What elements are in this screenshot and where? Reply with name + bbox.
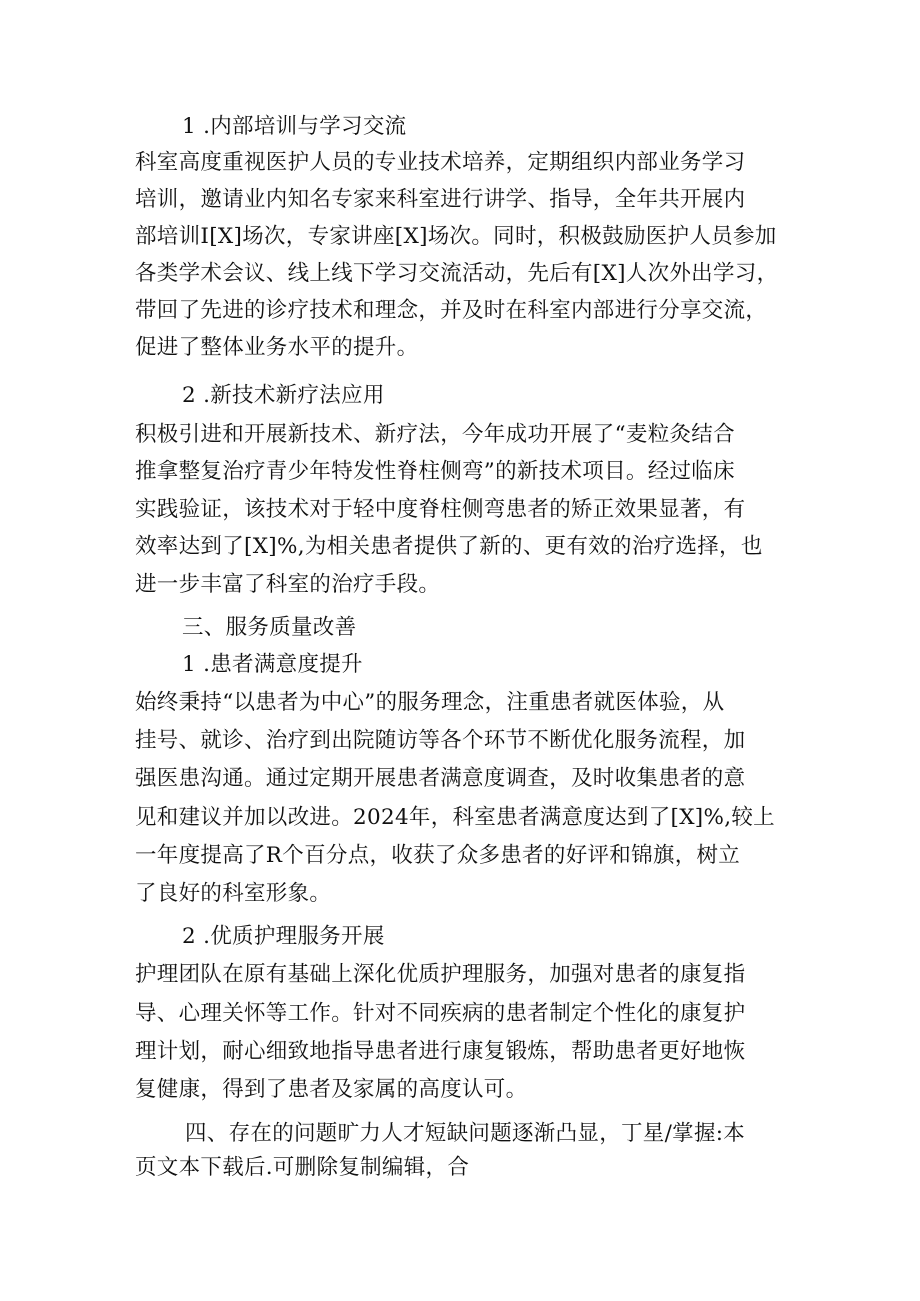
paragraph-line: 部培训I[X]场次，专家讲座[X]场次。同时，积极鼓励医护人员参加	[135, 224, 777, 249]
section-heading: 1 .患者满意度提升	[182, 652, 363, 677]
paragraph-line: 实践验证，该技术对于轻中度脊柱侧弯患者的矫正效果显著，有	[135, 497, 746, 522]
paragraph-line: 科室高度重视医护人员的专业技术培养，定期组织内部业务学习	[135, 150, 746, 175]
paragraph-line: 理计划，耐心细致地指导患者进行康复锻炼，帮助患者更好地恢	[135, 1039, 746, 1064]
section-heading: 2 .新技术新疗法应用	[182, 383, 385, 408]
paragraph-line: 导、心理关怀等工作。针对不同疾病的患者制定个性化的康复护	[135, 1001, 746, 1026]
paragraph-line: 积极引进和开展新技术、新疗法，今年成功开展了“麦粒灸结合	[135, 422, 735, 447]
paragraph-line: 挂号、就诊、治疗到出院随访等各个环节不断优化服务流程，加	[135, 728, 746, 753]
paragraph-line: 始终秉持“以患者为中心”的服务理念，注重患者就医体验，从	[135, 690, 725, 715]
section-heading: 1 .内部培训与学习交流	[182, 114, 407, 139]
chapter-heading: 三、服务质量改善	[182, 615, 357, 640]
paragraph-line: 进一步丰富了科室的治疗手段。	[135, 572, 441, 597]
paragraph-line: 培训，邀请业内知名专家来科室进行讲学、指导，全年共开展内	[135, 187, 746, 212]
paragraph-line: 推拿整复治疗青少年特发性脊柱侧弯”的新技术项目。经过临床	[135, 459, 735, 484]
paragraph-line: 促进了整体业务水平的提升。	[135, 335, 419, 360]
chapter-heading: 四、存在的问题旷力人才短缺问题逐渐凸显，丁星/掌握:本	[185, 1121, 746, 1146]
paragraph-line: 一年度提高了R个百分点，收获了众多患者的好评和锦旗，树立	[135, 843, 741, 868]
paragraph-line: 带回了先进的诊疗技术和理念，并及时在科室内部进行分享交流，	[135, 298, 768, 323]
paragraph-line: 见和建议并加以改进。2024年，科室患者满意度达到了[X]%,较上	[135, 805, 775, 830]
paragraph-line: 页文本下载后.可删除复制编辑，合	[135, 1155, 470, 1180]
paragraph-line: 了良好的科室形象。	[135, 881, 332, 906]
paragraph-line: 强医患沟通。通过定期开展患者满意度调查，及时收集患者的意	[135, 766, 746, 791]
paragraph-line: 各类学术会议、线上线下学习交流活动，先后有[X]人次外出学习，	[135, 261, 779, 286]
paragraph-line: 效率达到了[X]%,为相关患者提供了新的、更有效的治疗选择，也	[135, 534, 763, 559]
paragraph-line: 护理团队在原有基础上深化优质护理服务，加强对患者的康复指	[135, 962, 746, 987]
paragraph-line: 复健康，得到了患者及家属的高度认可。	[135, 1077, 528, 1102]
section-heading: 2 .优质护理服务开展	[182, 924, 385, 949]
